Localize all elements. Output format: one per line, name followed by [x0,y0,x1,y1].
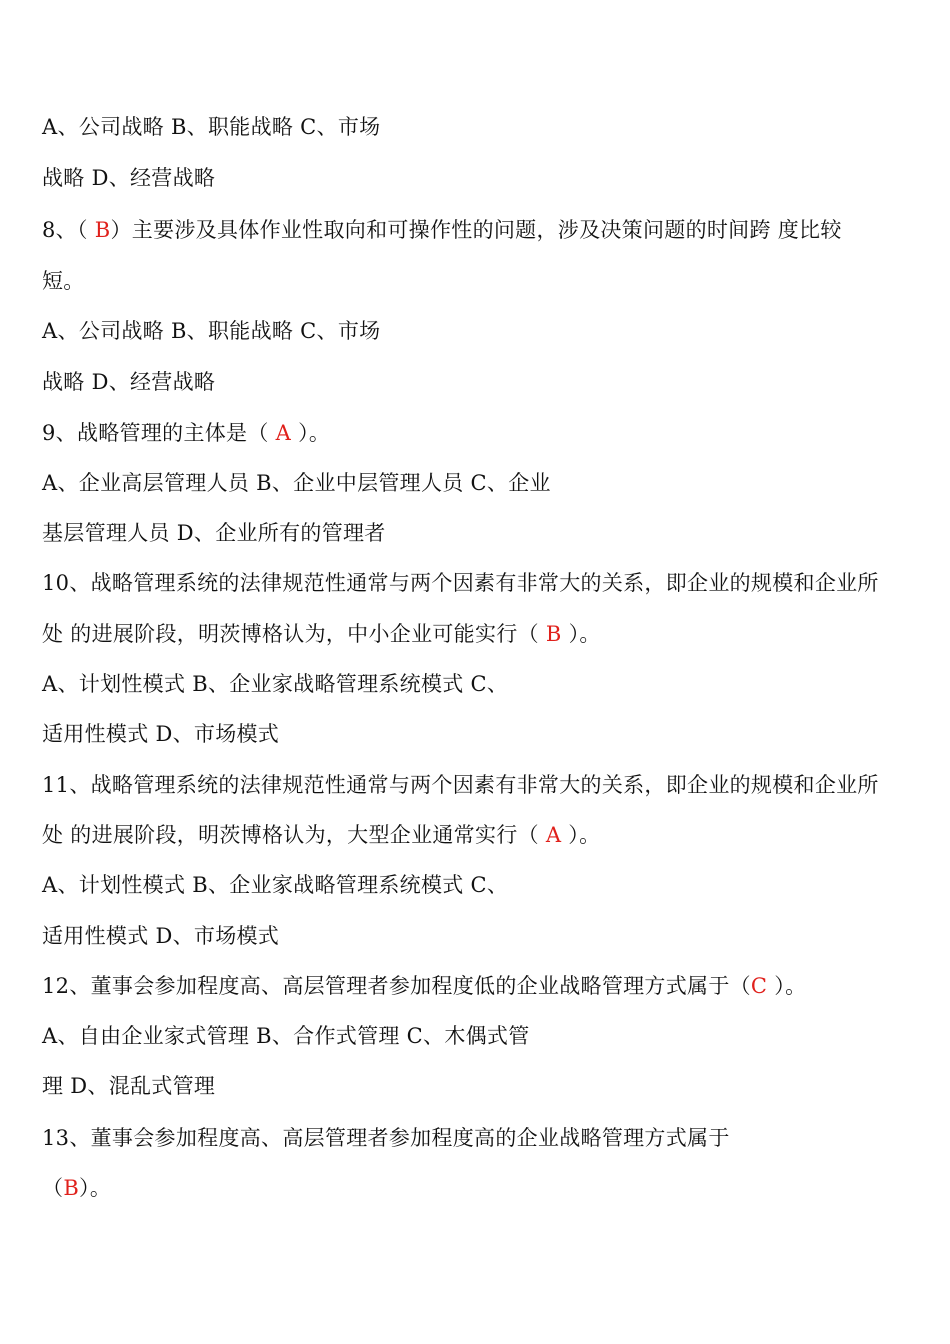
question-13-cont [42,1174,111,1202]
question-text-tail: ）。 [561,622,601,646]
question-text-tail: ）。 [291,421,331,445]
line-text: 适用性模式 D、市场模式 [42,924,280,948]
options-line [42,922,279,950]
question-13 [42,1124,730,1152]
options-line [42,670,508,698]
question-text-tail: ）。 [561,823,601,847]
question-text: 处 的进展阶段，明茨博格认为，中小企业可能实行（ [42,622,546,646]
line-text: 短。 [42,269,85,293]
question-text: 8、（ [42,218,95,242]
options-line [42,469,551,497]
line-text: A、企业高层管理人员 B、企业中层管理人员 C、企业 [42,471,551,495]
question-text-tail: ）主要涉及具体作业性取向和可操作性的问题，涉及决策问题的时间跨 度比较 [110,218,842,242]
question-10-cont [42,620,601,648]
question-text: 13、董事会参加程度高、高层管理者参加程度高的企业战略管理方式属于 [42,1126,730,1150]
question-9 [42,419,330,447]
line-text: 理 D、混乱式管理 [42,1074,216,1098]
line-text: A、公司战略 B、职能战略 C、市场 [42,115,381,139]
answer-mark: A [275,421,292,445]
question-text: 处 的进展阶段，明茨博格认为，大型企业通常实行（ [42,823,546,847]
question-text: 12、董事会参加程度高、高层管理者参加程度低的企业战略管理方式属于（ [42,974,751,998]
text-line [42,267,85,295]
answer-mark: B [545,622,562,646]
options-line [42,1022,530,1050]
question-text-tail: ）。 [767,974,807,998]
line-text: A、自由企业家式管理 B、合作式管理 C、木偶式管 [42,1024,530,1048]
line-text: 战略 D、经营战略 [42,166,216,190]
options-line [42,1072,215,1100]
question-text: 10、战略管理系统的法律规范性通常与两个因素有非常大的关系，即企业的规模和企业所 [42,571,879,595]
line-text: A、计划性模式 B、企业家战略管理系统模式 C、 [42,873,509,897]
line-text: 基层管理人员 D、企业所有的管理者 [42,521,386,545]
line-text: 战略 D、经营战略 [42,370,216,394]
question-text: 9、战略管理的主体是（ [42,421,276,445]
question-12 [42,972,806,1000]
answer-mark: A [545,823,562,847]
line-text: 适用性模式 D、市场模式 [42,722,280,746]
text-line [42,113,380,141]
line-text: A、公司战略 B、职能战略 C、市场 [42,319,381,343]
text-line [42,164,215,192]
answer-mark: C [750,974,768,998]
options-line [42,317,380,345]
options-line [42,871,508,899]
question-8 [42,216,842,244]
question-text: 11、战略管理系统的法律规范性通常与两个因素有非常大的关系，即企业的规模和企业所 [42,773,879,797]
answer-mark: B [63,1176,80,1200]
question-text-tail: ）。 [79,1176,112,1200]
question-10 [42,569,879,597]
question-11 [42,771,879,799]
options-line [42,368,215,396]
answer-mark: B [94,218,111,242]
line-text: A、计划性模式 B、企业家战略管理系统模式 C、 [42,672,509,696]
options-line [42,519,386,547]
options-line [42,720,279,748]
question-11-cont [42,821,600,849]
question-text: （ [42,1176,64,1200]
